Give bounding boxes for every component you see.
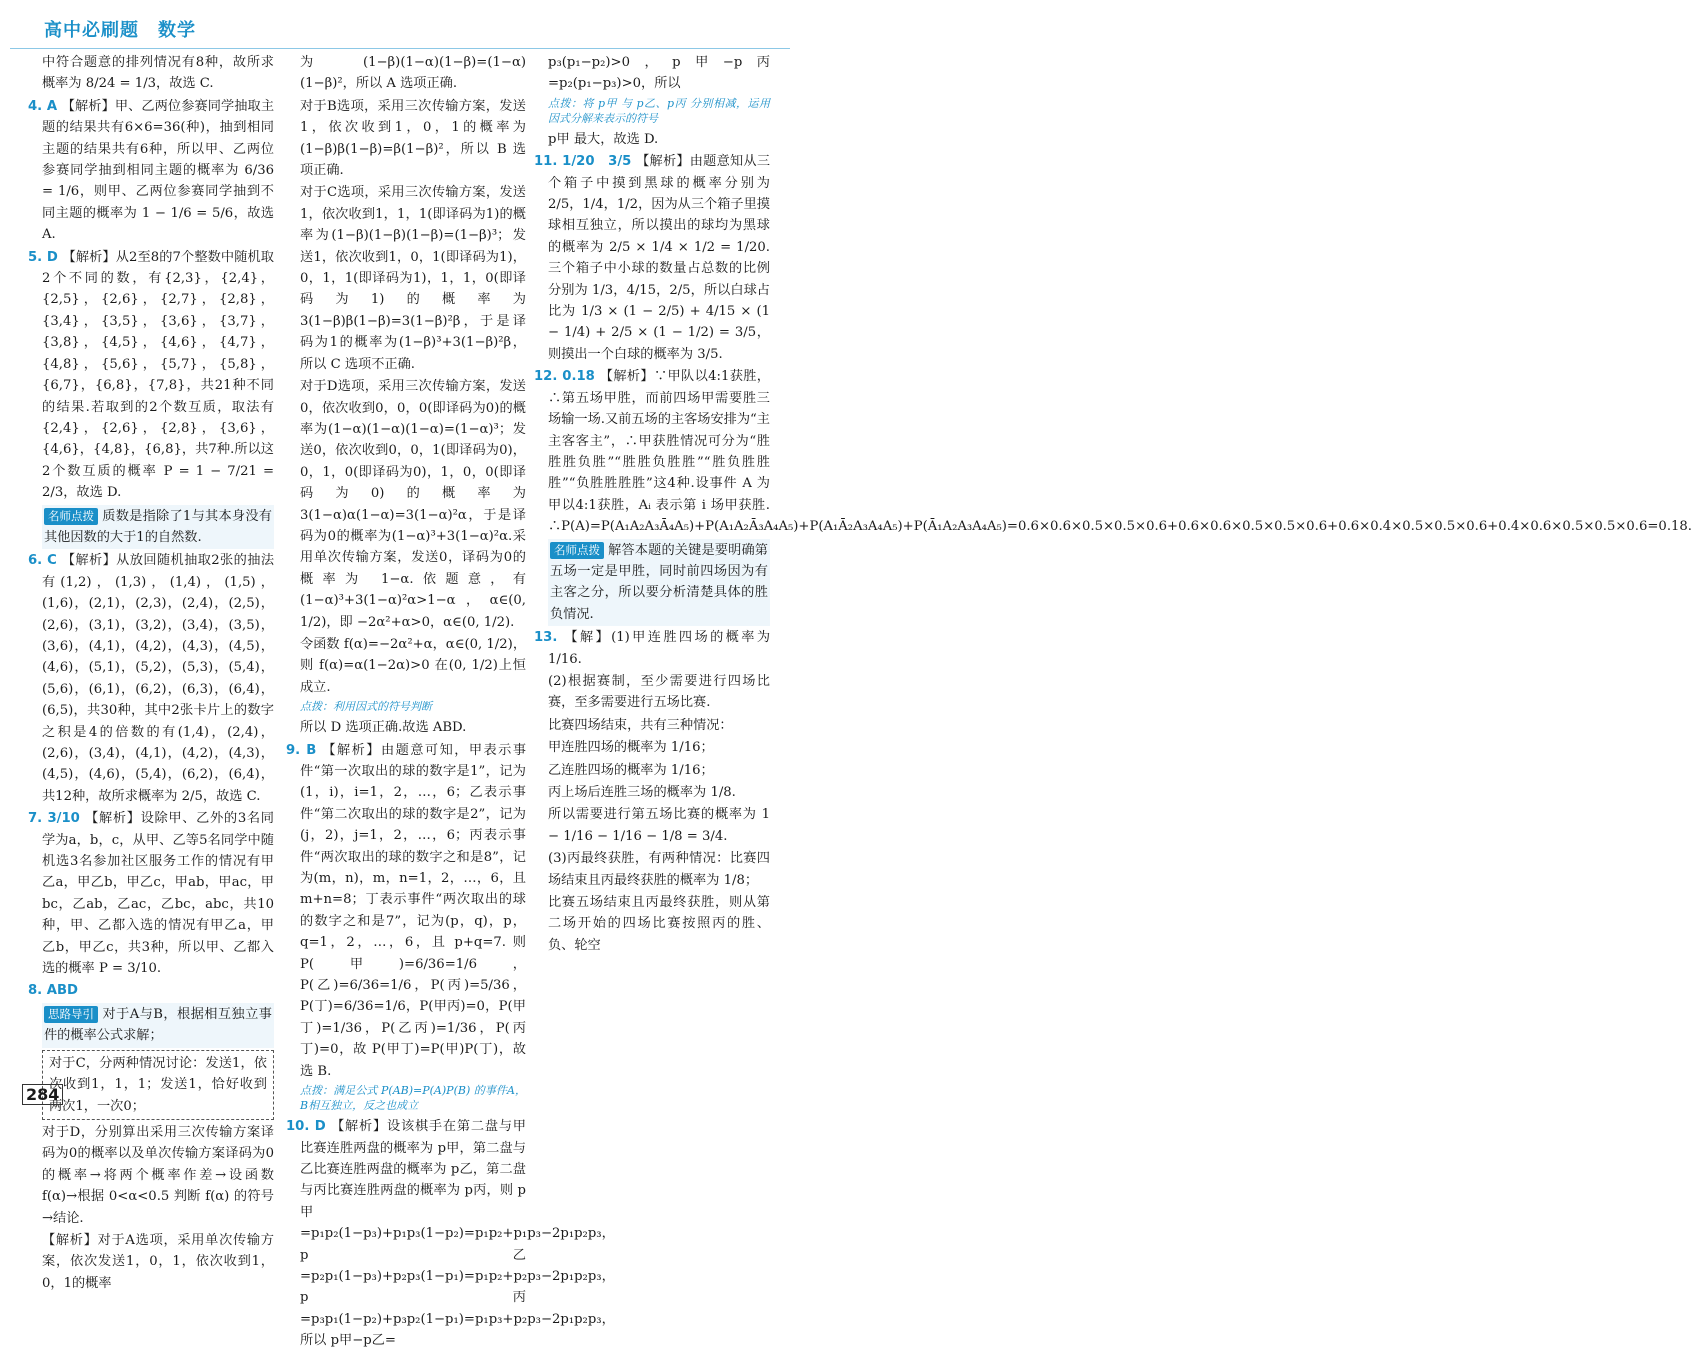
question-number: 10. D [286,1119,332,1135]
question-number: 11. 1/20 3/5 [534,154,637,170]
paragraph: 对于D选项，采用三次传输方案，发送0，依次收到0，0，0(即译码为0)的概率为(1−α)(1−α)(1−α)=(1−α)³；发送0，依次收到0，0，1(即译码为0)，0，1，0(即译码为0)，1，0，0(即译码为0)的概率为 3(1−α)α(1−α)=3(1−α)²α，于是译码为0的概率为(1−α)³+3(1−α)²α.采用单次传输方案，发送0，译码为0的概率为 1−α.依题意，有(1−α)³+3(1−α)²α>1−α，α∈(0, 1/2)，即 −2α²+α>0，α∈(0, 1/2). [300,379,526,630]
margin-remark: 点拨：满足公式 P(AB)=P(A)P(B) 的事件A，B相互独立，反之也成立 [300,1084,526,1113]
answer-text: 【解析】从放回随机抽取2张的抽法有(1,2)，(1,3)，(1,4)，(1,5)，(1,6)，(2,1)，(2,3)，(2,4)，(2,5)，(2,6)，(3,1)，(3,2)，(3,4)，(3,5)，(3,6)，(4,1)，(4,2)，(4,3)，(4,5)，(4,6)，(5,1)，(5,2)，(5,3)，(5,4)，(5,6)，(6,1)，(6,2)，(6,3)，(6,4)，(6,5)，共30种，其中2张卡片上的数字之积是4的倍数的有(1,4)，(2,4)，(2,6)，(3,4)，(4,1)，(4,2)，(4,3)，(4,5)，(4,6)，(5,4)，(6,2)，(6,4)，共12种，故所求概率为 2/5，故选 C. [42,553,275,804]
answer-text: 【解】(1)甲连胜四场的概率为 1/16. [548,630,771,667]
answer-item [28,980,274,1001]
answer-text: 【解析】由题意可知，甲表示事件“第一次取出的球的数字是1”，记为(1，i)，i=1，2，…，6；乙表示事件“第二次取出的球的数字是2”，记为(j，2)，j=1，2，…，6；丙表示事件“两次取出的球的数字之和是8”，记为(m，n)，m，n=1，2，…，6，且 m+n=8；丁表示事件“两次取出的球的数字之和是7”，记为(p，q)，p，q=1，2，…，6，且 p+q=7. 则 P(甲)=6/36=1/6，P(乙)=6/36=1/6，P(丙)=5/36，P(丁)=6/36=1/6，P(甲丙)=0，P(甲丁)=1/36，P(乙丙)=1/36，P(丙丁)=0，故 P(甲丁)=P(甲)P(丁)，故选 B. [300,742,527,1079]
answer-item [28,96,275,246]
question-number: 8. ABD [28,983,78,999]
paragraph: 令函数 f(α)=−2α²+α，α∈(0, 1/2)，则 f(α)=α(1−2α)>0 在(0, 1/2)上恒成立. [300,636,526,695]
paragraph: 为(1−β)(1−α)(1−β)=(1−α)(1−β)²，所以 A 选项正确. [300,55,526,92]
paragraph: 【解析】对于A选项，采用单次传输方案，依次发送1，0，1，依次收到1，0，1的概率 [42,1232,274,1291]
margin-remark: 点拨：将 p甲 与 p乙、p丙 分别相减，运用因式分解来表示的符号 [548,96,770,125]
framed-text: 对于C，分两种情况讨论：发送1，依次收到1，1，1；发送1，恰好收到两次1，一次0； [42,1050,274,1120]
paragraph: 比赛四场结束，共有三种情况： [548,717,733,733]
question-number: 4. A [28,98,62,114]
answer-item [534,151,771,365]
paragraph: 中符合题意的排列情况有8种，故所求概率为 8/24 = 1/3，故选 C. [42,55,274,92]
question-number: 12. 0.18 [534,369,600,385]
question-number: 5. D [28,249,63,265]
answer-item [534,627,771,670]
question-number: 13. [534,630,565,646]
answer-text: 【解析】由题意知从三个箱子中摸到黑球的概率分别为 2/5，1/4，1/2，因为从三个箱子里摸球相互独立，所以摸出的球均为黑球的概率为 2/5 × 1/4 × 1/2 = 1/20. 三个箱子中小球的数量占总数的比例分别为 1/3，4/15，2/5，所以白球占比为 1/3 × (1 − 2/5) + 4/15 × (1 − 1/4) + 2/5 × (1 − 1/2) = 3/5，则摸出一个白球的概率为 3/5. [548,154,771,362]
tip-tag: 名师点拨 [550,542,604,559]
answer-item [534,366,1692,537]
tip-box [42,1003,274,1048]
question-number: 6. C [28,553,62,569]
paragraph: p甲 最大，故选 D. [548,131,659,147]
paragraph: 甲连胜四场的概率为 1/16； [548,740,714,756]
paragraph: 乙连胜四场的概率为 1/16； [548,762,714,778]
answer-item [286,1116,615,1351]
answer-text: 【解析】∵甲队以4:1获胜，∴第五场甲胜，而前四场甲需要胜三场输一场.又前五场的主客场安排为“主主客客主”，∴甲获胜情况可分为“胜胜胜负胜”“胜胜负胜胜”“胜负胜胜胜”“负胜胜胜胜”这4种.设事件 A 为甲以4:1获胜，Aᵢ 表示第 i 场甲获胜. ∴P(A)=P(A₁A₂A₃Ā₄A₅)+P(A₁A₂Ā₃A₄A₅)+P(A₁Ā₂A₃A₄A₅)+P(Ā₁A₂A₃A₄A₅)=0.6×0.6×0.5×0.5×0.6+0.6×0.6×0.5×0.5×0.6+0.6×0.4×0.5×0.5×0.6+0.4×0.6×0.5×0.5×0.6=0.18. [548,369,1692,535]
tip-tag: 思路导引 [44,1006,98,1023]
paragraph: 丙上场后连胜三场的概率为 1/8. [548,785,736,800]
column-left [28,52,275,1295]
answer-text: 【解析】设该棋手在第二盘与甲比赛连胜两盘的概率为 p甲，第二盘与乙比赛连胜两盘的概率为 p乙，第二盘与丙比赛连胜两盘的概率为 p丙，则 p甲=p₁p₂(1−p₃)+p₁p₃(1−p₂)=p₁p₂+p₁p₃−2p₁p₂p₃，p乙=p₂p₁(1−p₃)+p₂p₃(1−p₁)=p₁p₂+p₂p₃−2p₁p₂p₃，p丙=p₃p₁(1−p₂)+p₃p₂(1−p₁)=p₁p₃+p₂p₃−2p₁p₂p₃，所以 p甲−p乙= [300,1119,615,1349]
answer-item [28,808,274,979]
question-number: 9. B [286,742,323,758]
paragraph: p₃(p₁−p₂)>0，p甲−p丙=p₂(p₁−p₃)>0，所以 [548,55,770,92]
answer-text: 【解析】从2至8的7个整数中随机取2个不同的数，有{2,3}，{2,4}，{2,5}，{2,6}，{2,7}，{2,8}，{3,4}，{3,5}，{3,6}，{3,7}，{3,8}，{4,5}，{4,6}，{4,7}，{4,8}，{5,6}，{5,7}，{5,8}，{6,7}，{6,8}，{7,8}，共21种不同的结果.若取到的2个数互质，取法有{2,4}，{2,6}，{2,8}，{3,6}，{4,6}，{4,8}，{6,8}，共7种.所以这2个数互质的概率 P = 1 − 7/21 = 2/3，故选 D. [42,249,274,501]
answer-text: 【解析】设除甲、乙外的3名同学为a，b，c，从甲、乙等5名同学中随机选3名参加社区服务工作的情况有甲乙a，甲乙b，甲乙c，甲ab，甲ac，甲bc，乙ab，乙ac，乙bc，abc，共10种，甲、乙都入选的情况有甲乙a，甲乙b，甲乙c，共3种，所以甲、乙都入选的概率 P = 3/10. [42,811,274,977]
book-title: 高中必刷题 数学 [44,20,196,41]
paragraph: (2)根据赛制，至少需要进行四场比赛，至多需要进行五场比赛. [548,673,770,711]
paragraph: 比赛五场结束且丙最终获胜，则从第二场开始的四场比赛按照丙的胜、负、轮空 [548,895,770,953]
tip-box [548,539,770,627]
paragraph: 所以需要进行第五场比赛的概率为 1 − 1/16 − 1/16 − 1/8 = 3/4. [548,807,770,844]
header-rule [10,48,790,49]
tip-box [42,505,274,550]
paragraph: 所以 D 选项正确.故选 ABD. [300,720,467,736]
tip-text: 对于A与B，根据相互独立事件的概率公式求解； [44,1006,272,1044]
answer-item [28,550,275,807]
paragraph: (3)丙最终获胜，有两种情况：比赛四场结束且丙最终获胜的概率为 1/8； [548,851,770,888]
page-number: 284 [22,1084,63,1105]
margin-remark: 点拨：利用因式的符号判断 [300,700,432,714]
tip-text: 质数是指除了1与其本身没有其他因数的大于1的自然数. [44,508,272,545]
paragraph: 对于D，分别算出采用三次传输方案译码为0的概率以及单次传输方案译码为0的概率→将两个概率作差→设函数 f(α)→根据 0<α<0.5 判断 f(α) 的符号→结论. [42,1124,274,1226]
page-header [10,6,790,56]
question-number: 7. 3/10 [28,811,86,827]
tip-text: 解答本题的关键是要明确第五场一定是甲胜，同时前四场因为有主客之分，所以要分析清楚具体的胜负情况. [550,542,768,622]
tip-tag: 名师点拨 [44,508,98,525]
answer-item [28,247,274,504]
answer-text: 【解析】甲、乙两位参赛同学抽取主题的结果共有6×6=36(种)，抽到相同主题的结果共有6种，所以甲、乙两位参赛同学抽到相同主题的概率为 6/36 = 1/6，则甲、乙两位参赛同学抽到不同主题的概率为 1 − 1/6 = 5/6，故选 A. [42,98,275,243]
column-right [534,52,1692,957]
paragraph: 对于B选项，采用三次传输方案，发送1，依次收到1，0，1的概率为(1−β)β(1−β)=β(1−β)²，所以 B 选项正确. [300,98,526,179]
answer-item [286,740,527,1083]
paragraph: 对于C选项，采用三次传输方案，发送1，依次收到1，1，1(即译码为1)的概率为(1−β)(1−β)(1−β)=(1−β)³；发送1，依次收到1，0，1(即译码为1)，0，1，1(即译码为1)，1，1，0(即译码为1)的概率为 3(1−β)β(1−β)=3(1−β)²β，于是译码为1的概率为(1−β)³+3(1−β)²β，所以 C 选项不正确. [300,185,526,372]
